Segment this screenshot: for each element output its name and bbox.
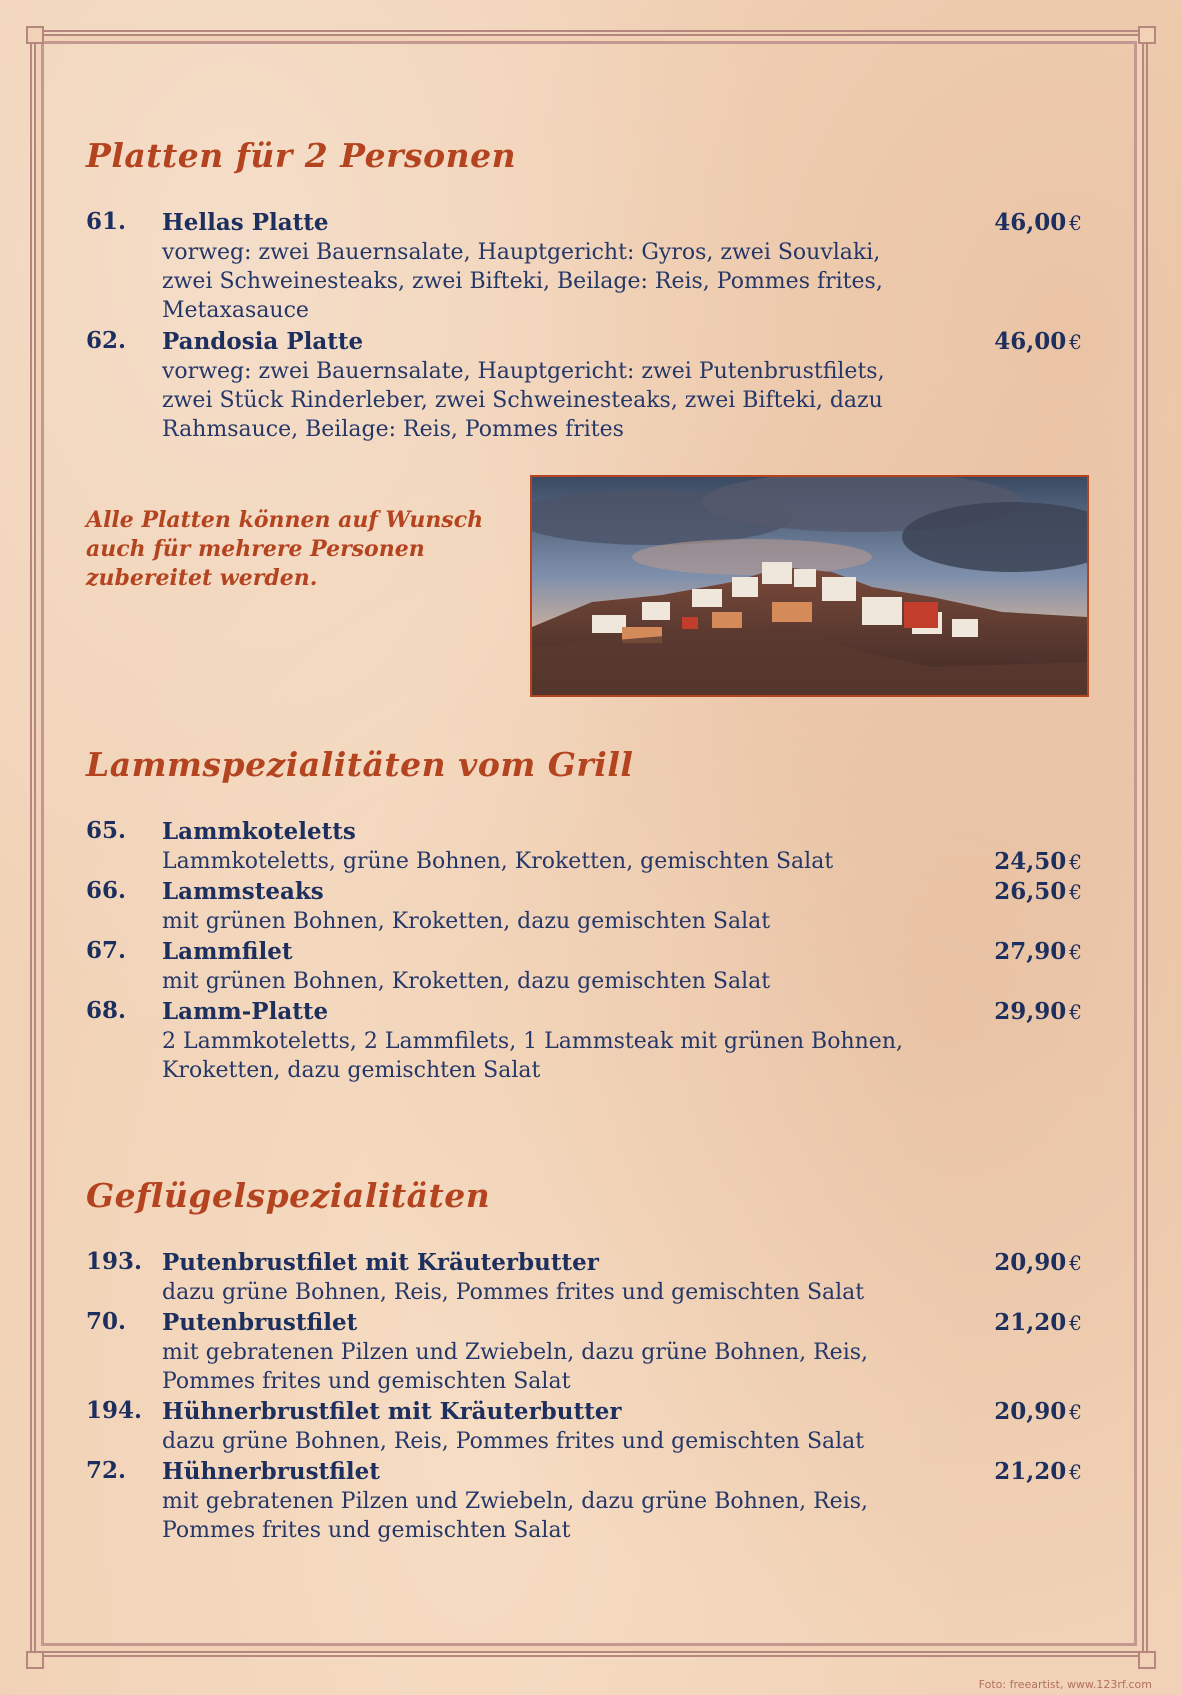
item-price: 29,90 € <box>994 998 1082 1025</box>
platter-note: Alle Platten können auf Wunsch auch für mehrere Personen zubereitet werden. <box>86 507 484 591</box>
menu-item <box>86 1397 1082 1456</box>
item-description: dazu grüne Bohnen, Reis, Pommes frites und gemischten Salat <box>162 1280 865 1305</box>
item-price: 24,50 € <box>994 848 1082 875</box>
item-price: 21,20 € <box>994 1458 1082 1485</box>
item-description: vorweg: zwei Bauernsalate, Hauptgericht: zwei Putenbrustfilets, zwei Stück Rinderleber, zwei Schweinesteaks, zwei Bifteki, dazu Rahmsauce, Beilage: Reis, Pommes frites <box>162 359 885 442</box>
item-price: 46,00 € <box>994 328 1082 355</box>
item-price: 26,50 € <box>994 878 1082 905</box>
item-description: mit gebratenen Pilzen und Zwiebeln, dazu grüne Bohnen, Reis, Pommes frites und gemischten Salat <box>162 1340 869 1394</box>
item-number: 68. <box>86 997 127 1024</box>
border-corner <box>26 1651 44 1669</box>
border-corner <box>26 26 44 44</box>
item-name: Putenbrustfilet <box>162 1309 358 1336</box>
photo-credit: Foto: freeartist, www.123rf.com <box>978 1678 1152 1691</box>
border-corner <box>1138 1651 1156 1669</box>
menu-item <box>86 937 1082 996</box>
menu-item <box>86 817 1082 876</box>
item-description: vorweg: zwei Bauernsalate, Hauptgericht: Gyros, zwei Souvlaki, zwei Schweinesteaks, zwei Bifteki, Beilage: Reis, Pommes frites, Metaxasauce <box>162 240 883 323</box>
item-number: 72. <box>86 1457 127 1484</box>
item-name: Lammkoteletts <box>162 818 356 845</box>
menu-item <box>86 877 1082 936</box>
item-name: Lamm-Platte <box>162 998 329 1025</box>
item-number: 62. <box>86 327 127 354</box>
item-name: Pandosia Platte <box>162 328 364 355</box>
item-description: mit gebratenen Pilzen und Zwiebeln, dazu grüne Bohnen, Reis, Pommes frites und gemischten Salat <box>162 1489 869 1543</box>
item-description: mit grünen Bohnen, Kroketten, dazu gemischten Salat <box>162 909 771 934</box>
item-number: 66. <box>86 877 127 904</box>
item-number: 70. <box>86 1308 127 1335</box>
section-title-platten: Platten für 2 Personen <box>86 136 517 175</box>
item-number: 193. <box>86 1248 143 1275</box>
menu-item <box>86 1308 1082 1396</box>
santorini-photo <box>530 475 1089 697</box>
section-title-lamm: Lammspezialitäten vom Grill <box>86 745 634 784</box>
item-name: Hühnerbrustfilet mit Kräuterbutter <box>162 1398 622 1425</box>
item-name: Hühnerbrustfilet <box>162 1458 380 1485</box>
menu-item <box>86 327 1082 444</box>
item-price: 21,20 € <box>994 1309 1082 1336</box>
item-price: 27,90 € <box>994 938 1082 965</box>
item-number: 67. <box>86 937 127 964</box>
menu-item <box>86 1457 1082 1545</box>
item-description: 2 Lammkoteletts, 2 Lammfilets, 1 Lammsteak mit grünen Bohnen, Kroketten, dazu gemischten Salat <box>162 1029 903 1083</box>
item-name: Putenbrustfilet mit Kräuterbutter <box>162 1249 599 1276</box>
menu-item <box>86 997 1082 1085</box>
item-name: Lammsteaks <box>162 878 324 905</box>
item-name: Lammfilet <box>162 938 293 965</box>
menu-item <box>86 1248 1082 1307</box>
item-number: 61. <box>86 208 127 235</box>
item-name: Hellas Platte <box>162 209 329 236</box>
item-price: 20,90 € <box>994 1398 1082 1425</box>
menu-item <box>86 208 1082 325</box>
border-corner <box>1138 26 1156 44</box>
item-description: mit grünen Bohnen, Kroketten, dazu gemischten Salat <box>162 969 771 994</box>
item-number: 65. <box>86 817 127 844</box>
section-title-gefluegel: Geflügelspezialitäten <box>86 1176 491 1215</box>
item-price: 20,90 € <box>994 1249 1082 1276</box>
item-number: 194. <box>86 1397 143 1424</box>
item-price: 46,00 € <box>994 209 1082 236</box>
item-description: Lammkoteletts, grüne Bohnen, Kroketten, gemischten Salat <box>162 849 834 874</box>
item-description: dazu grüne Bohnen, Reis, Pommes frites und gemischten Salat <box>162 1429 865 1454</box>
